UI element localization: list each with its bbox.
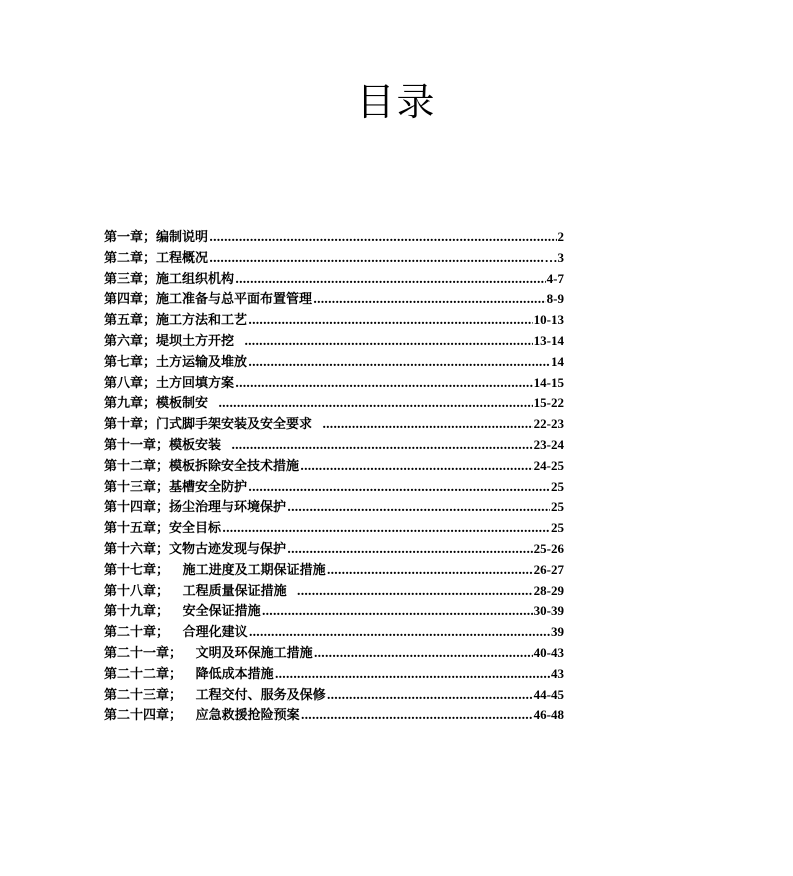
toc-entry-10[interactable] [104, 414, 564, 435]
toc-entry-13[interactable] [104, 477, 564, 498]
toc-entry-text: 第一章；编制说明 [104, 230, 209, 245]
toc-dot-leader [248, 477, 550, 498]
toc-dot-leader [248, 352, 550, 373]
toc-entry-text: 第十三章；基槽安全防护 [104, 479, 248, 495]
toc-entry-8[interactable] [104, 373, 564, 394]
toc-page-number: 2 [557, 229, 564, 244]
toc-page-number: …3 [544, 249, 564, 265]
toc-dot-leader [209, 248, 543, 269]
toc-dot-leader [327, 560, 533, 581]
toc-dot-leader [209, 227, 556, 248]
toc-page-number: 25 [551, 499, 564, 515]
toc-dot-leader [287, 539, 533, 560]
toc-page-number: 43 [551, 665, 564, 681]
toc-dot-leader [235, 373, 533, 394]
toc-entry-18[interactable] [104, 581, 564, 602]
toc-dot-leader [327, 685, 533, 706]
toc-entry-text: 第十四章；扬尘治理与环境保护 [104, 500, 287, 516]
toc-entry-text: 第二十章； 合理化建议 [104, 625, 248, 641]
toc-entry-text: 第三章；施工组织机构 [104, 271, 235, 287]
toc-dot-leader [244, 331, 533, 352]
toc-dot-leader [231, 435, 533, 456]
toc-page-number: 46-48 [533, 707, 564, 723]
toc-entry-24[interactable] [104, 705, 564, 726]
toc-entry-text: 第二十三章； 工程交付、服务及保修 [104, 687, 326, 703]
toc-entry-text: 第十六章；文物古迹发现与保护 [104, 541, 287, 557]
toc-dot-leader [322, 414, 533, 435]
toc-dot-leader [262, 601, 533, 622]
toc-entry-text: 第六章；堤坝土方开挖 [104, 333, 244, 349]
toc-page-number: 23-24 [533, 436, 564, 452]
toc-dot-leader [297, 581, 533, 602]
toc-page-number: 28-29 [533, 582, 564, 598]
toc-page-number: 15-22 [533, 395, 564, 411]
toc-entry-17[interactable] [104, 560, 564, 581]
toc-entry-text: 第五章；施工方法和工艺 [104, 313, 248, 329]
toc-page-number: 25-26 [533, 540, 564, 556]
toc-entry-text: 第十二章；模板拆除安全技术措施 [104, 458, 300, 474]
toc-entry-text: 第二十一章； 文明及环保施工措施 [104, 645, 313, 661]
toc-entry-7[interactable] [104, 352, 564, 373]
toc-page-number: 26-27 [533, 561, 564, 577]
toc-entry-text: 第二十二章； 降低成本措施 [104, 666, 274, 682]
toc-page-number: 44-45 [533, 686, 564, 702]
toc-entry-text: 第四章；施工准备与总平面布置管理 [104, 292, 313, 308]
toc-entry-21[interactable] [104, 643, 564, 664]
toc-page-number: 22-23 [533, 416, 564, 432]
toc-entry-20[interactable] [104, 622, 564, 643]
toc-entry-9[interactable] [104, 393, 564, 414]
toc-dot-leader [313, 289, 546, 310]
toc-page-number: 25 [551, 478, 564, 494]
toc-dot-leader [235, 269, 546, 290]
toc-page-number: 39 [551, 624, 564, 640]
toc-entry-text: 第八章；土方回填方案 [104, 375, 235, 391]
toc-dot-leader [222, 518, 550, 539]
table-of-contents [104, 227, 564, 726]
toc-entry-6[interactable] [104, 331, 564, 352]
toc-page-number: 30-39 [533, 603, 564, 619]
toc-dot-leader [301, 705, 533, 726]
toc-entry-text: 第十章；门式脚手架安装及安全要求 [104, 417, 322, 433]
toc-entry-text: 第九章；模板制安 [104, 396, 218, 412]
toc-page-number: 10-13 [533, 312, 564, 328]
toc-entry-3[interactable] [104, 269, 564, 290]
toc-entry-text: 第七章；土方运输及堆放 [104, 354, 248, 370]
toc-entry-12[interactable] [104, 456, 564, 477]
page-title: 目录 [356, 80, 437, 125]
toc-entry-5[interactable] [104, 310, 564, 331]
toc-page-number: 24-25 [533, 457, 564, 473]
toc-dot-leader [248, 310, 533, 331]
toc-page-number: 14 [551, 353, 564, 369]
toc-dot-leader [287, 497, 550, 518]
toc-dot-leader [300, 456, 533, 477]
toc-dot-leader [275, 664, 550, 685]
toc-entry-19[interactable] [104, 601, 564, 622]
toc-entry-14[interactable] [104, 497, 564, 518]
toc-entry-2[interactable] [104, 248, 564, 269]
toc-entry-text: 第二章；工程概况 [104, 250, 209, 266]
toc-entry-22[interactable] [104, 664, 564, 685]
toc-entry-23[interactable] [104, 685, 564, 706]
toc-entry-text: 第十五章；安全目标 [104, 521, 222, 537]
toc-entry-15[interactable] [104, 518, 564, 539]
toc-dot-leader [249, 622, 550, 643]
toc-entry-text: 第十九章； 安全保证措施 [104, 604, 261, 620]
toc-dot-leader [218, 393, 533, 414]
toc-dot-leader [314, 643, 533, 664]
toc-entry-16[interactable] [104, 539, 564, 560]
toc-page-number: 40-43 [533, 644, 564, 660]
toc-page-number: 14-15 [533, 374, 564, 390]
toc-entry-4[interactable] [104, 289, 564, 310]
toc-page-number: 8-9 [546, 291, 564, 307]
toc-entry-text: 第十七章； 施工进度及工期保证措施 [104, 562, 326, 578]
toc-entry-text: 第十一章；模板安装 [104, 437, 231, 453]
toc-entry-1[interactable] [104, 227, 564, 248]
toc-entry-text: 第二十四章； 应急救援抢险预案 [104, 708, 300, 724]
toc-entry-11[interactable] [104, 435, 564, 456]
toc-entry-text: 第十八章； 工程质量保证措施 [104, 583, 296, 599]
toc-page-number: 25 [551, 520, 564, 536]
toc-page-number: 4-7 [546, 270, 564, 286]
toc-page-number: 13-14 [533, 332, 564, 348]
